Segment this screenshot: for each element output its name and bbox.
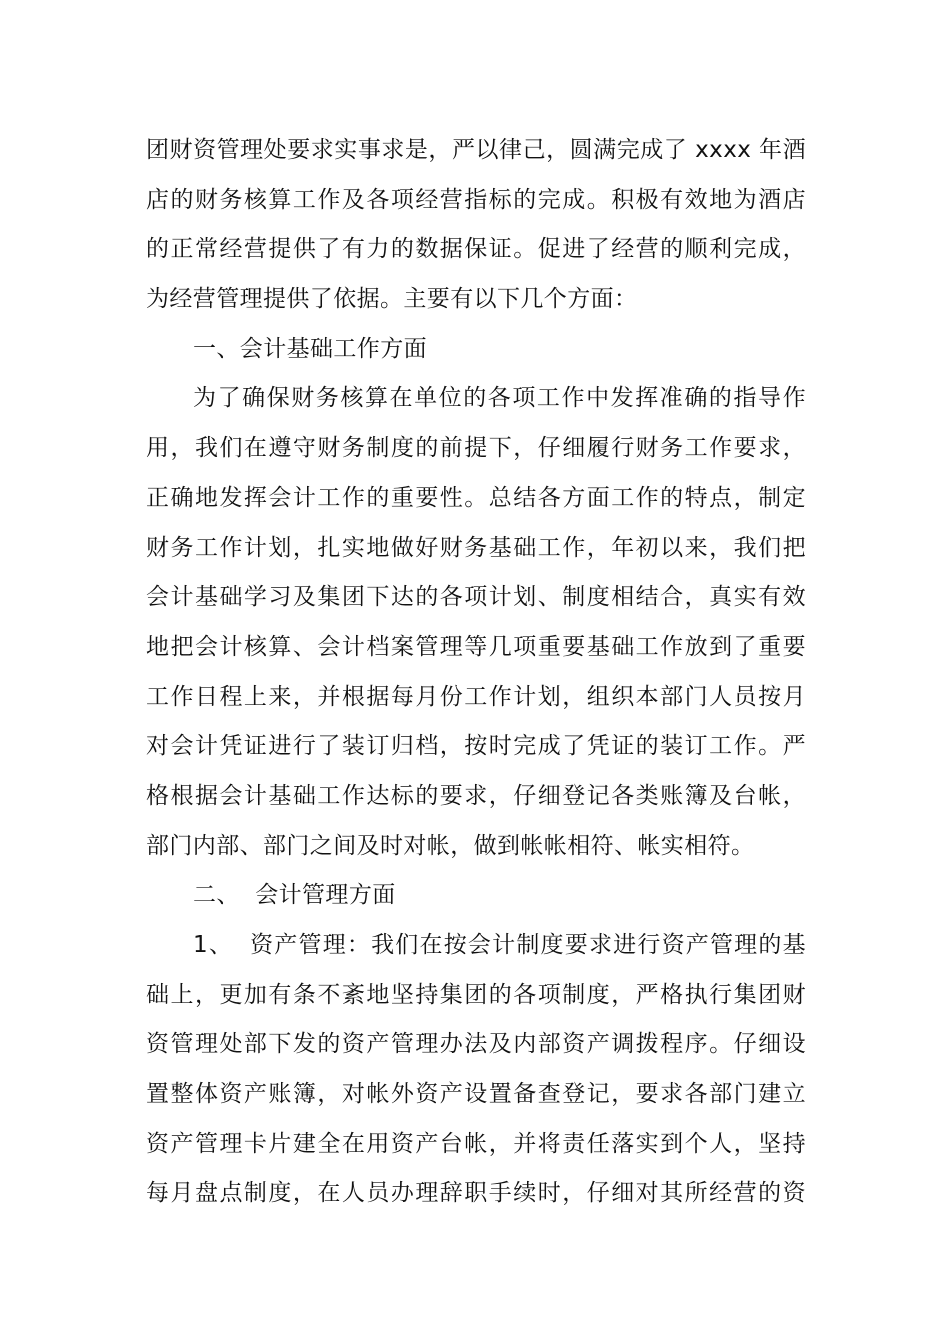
text-line: 地把会计核算、会计档案管理等几项重要基础工作放到了重要 [146, 633, 806, 660]
text-line: 为经营管理提供了依据。主要有以下几个方面： [146, 286, 638, 313]
section-heading: 一、会计基础工作方面 [193, 335, 427, 362]
text-line: 的正常经营提供了有力的数据保证。促进了经营的顺利完成， [146, 236, 806, 263]
text-line: 店的财务核算工作及各项经营指标的完成。积极有效地为酒店 [146, 186, 806, 213]
text-line: 对会计凭证进行了装订归档，按时完成了凭证的装订工作。严 [146, 733, 806, 760]
text-line: 部门内部、部门之间及时对帐，做到帐帐相符、帐实相符。 [146, 832, 755, 859]
text-line: 为了确保财务核算在单位的各项工作中发挥准确的指导作 [193, 385, 806, 412]
text-line: 置整体资产账簿，对帐外资产设置备查登记，要求各部门建立 [146, 1081, 806, 1108]
text-line: 工作日程上来，并根据每月份工作计划，组织本部门人员按月 [146, 683, 806, 710]
text-line: 团财资管理处要求实事求是，严以律己，圆满完成了 xxxx 年酒 [146, 137, 806, 163]
text-line: 用，我们在遵守财务制度的前提下，仔细履行财务工作要求， [146, 435, 806, 462]
text-line: 正确地发挥会计工作的重要性。总结各方面工作的特点，制定 [146, 484, 806, 511]
text-line: 财务工作计划，扎实地做好财务基础工作，年初以来，我们把 [146, 534, 806, 561]
text-line: 格根据会计基础工作达标的要求，仔细登记各类账簿及台帐， [146, 782, 806, 809]
document-body [146, 126, 806, 1219]
text-line: 础上，更加有条不紊地坚持集团的各项制度，严格执行集团财 [146, 981, 806, 1008]
text-line: 1、 资产管理：我们在按会计制度要求进行资产管理的基 [193, 932, 806, 958]
text-line: 会计基础学习及集团下达的各项计划、制度相结合，真实有效 [146, 584, 806, 611]
text-line: 每月盘点制度，在人员办理辞职手续时，仔细对其所经营的资 [146, 1180, 806, 1207]
text-line: 资产管理卡片建全在用资产台帐，并将责任落实到个人，坚持 [146, 1130, 806, 1157]
text-line: 资管理处部下发的资产管理办法及内部资产调拨程序。仔细设 [146, 1031, 806, 1058]
section-heading: 二、 会计管理方面 [193, 882, 396, 909]
